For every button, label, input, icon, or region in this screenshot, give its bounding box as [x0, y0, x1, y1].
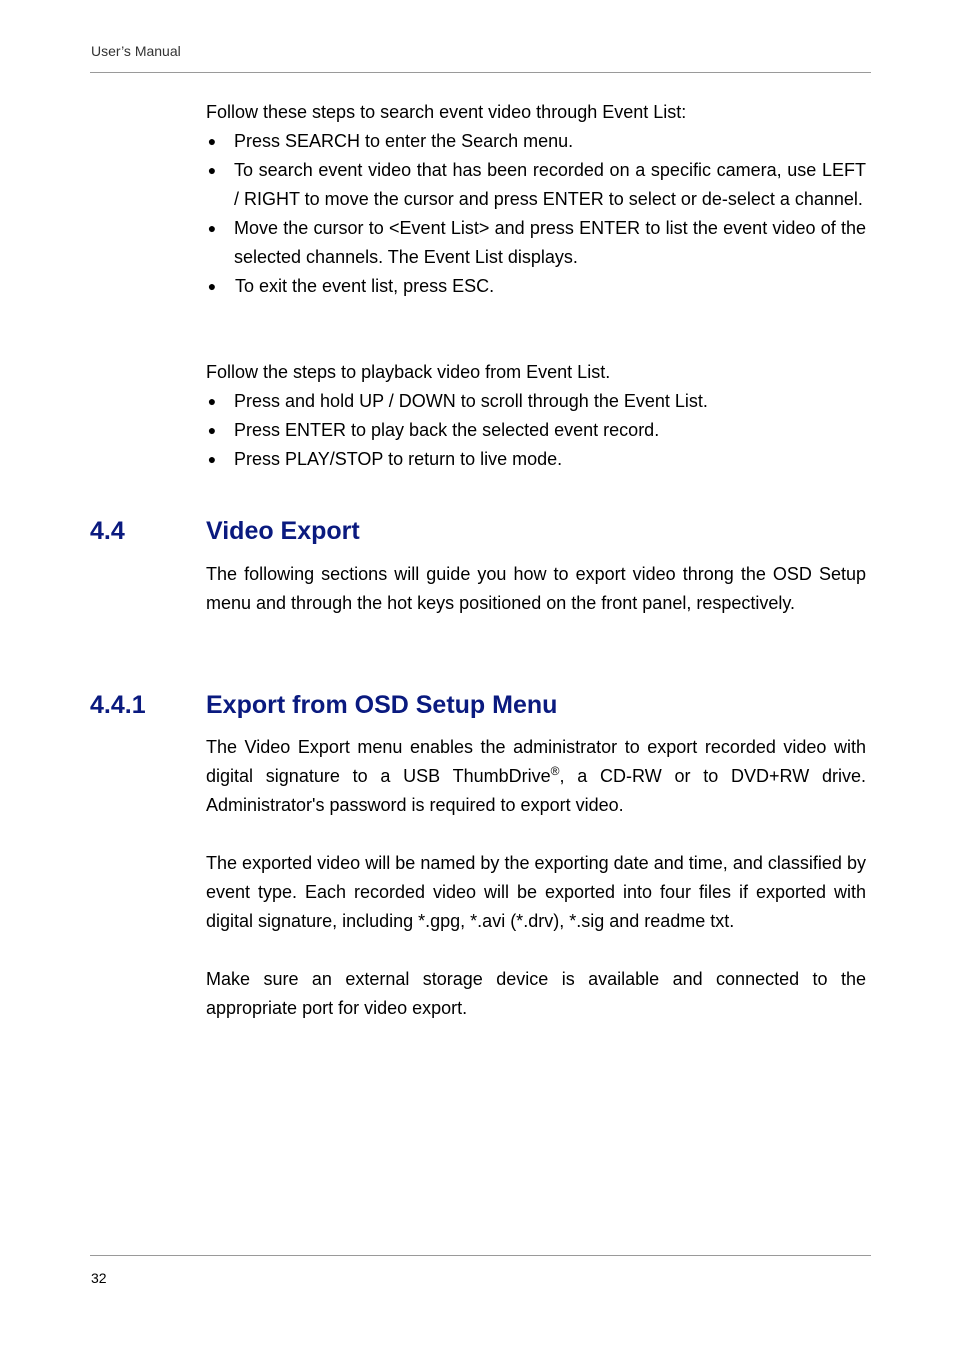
- section-title: Video Export: [206, 517, 360, 545]
- playback-intro: Follow the steps to playback video from Event List.: [206, 362, 611, 382]
- list-item: ● Press SEARCH to enter the Search menu.: [206, 127, 866, 156]
- list-item: ● Move the cursor to <Event List> and press ENTER to list the event video of the selected channels. The Event List displays.: [206, 214, 866, 272]
- list-item: ● Press PLAY/STOP to return to live mode.: [206, 445, 866, 474]
- list-item: ● Press ENTER to play back the selected event record.: [206, 416, 866, 445]
- search-intro: Follow these steps to search event video through Event List:: [206, 102, 687, 122]
- bullet-icon: ●: [207, 422, 217, 438]
- search-steps-list: [206, 127, 866, 301]
- section-4-4-1-body: [206, 733, 866, 1023]
- footer-divider: [90, 1255, 871, 1256]
- bullet-icon: ●: [207, 451, 217, 467]
- section-4-4-body: [206, 560, 866, 618]
- bullet-icon: ●: [207, 393, 217, 409]
- section-paragraph: Make sure an external storage device is available and connected to the appropriate port for video export.: [206, 969, 866, 1018]
- section-number: 4.4.1: [90, 691, 146, 719]
- playback-instructions: [206, 358, 866, 474]
- playback-steps-list: [206, 387, 866, 474]
- list-item: ● To search event video that has been recorded on a specific camera, use LEFT / RIGHT to move the cursor and press ENTER to select or de-select a channel.: [206, 156, 866, 214]
- running-header: User’s Manual: [91, 43, 181, 59]
- list-item: ● Press and hold UP / DOWN to scroll through the Event List.: [206, 387, 866, 416]
- section-paragraph: The following sections will guide you how to export video throng the OSD Setup menu and through the hot keys positioned on the front panel, respectively.: [206, 564, 866, 613]
- bullet-icon: ●: [207, 278, 217, 294]
- bullet-icon: ●: [207, 162, 217, 178]
- page-number: 32: [91, 1270, 107, 1286]
- search-instructions: [206, 98, 866, 301]
- section-number: 4.4: [90, 517, 125, 545]
- registered-mark: ®: [550, 764, 560, 778]
- header-divider: [90, 72, 871, 73]
- bullet-icon: ●: [207, 220, 217, 236]
- bullet-icon: ●: [207, 133, 217, 149]
- list-item: ● To exit the event list, press ESC.: [206, 272, 866, 301]
- section-paragraph: The exported video will be named by the exporting date and time, and classified by event type. Each recorded video will be exported into four files if exported with digital signature, including *.gpg, *.avi (*.drv), *.sig and readme txt.: [206, 853, 866, 931]
- section-paragraph: The Video Export menu enables the administrator to export recorded video with digital signature to a USB ThumbDrive®, a CD-RW or to DVD+RW drive. Administrator's password is required to export video.: [206, 737, 866, 815]
- section-title: Export from OSD Setup Menu: [206, 691, 558, 719]
